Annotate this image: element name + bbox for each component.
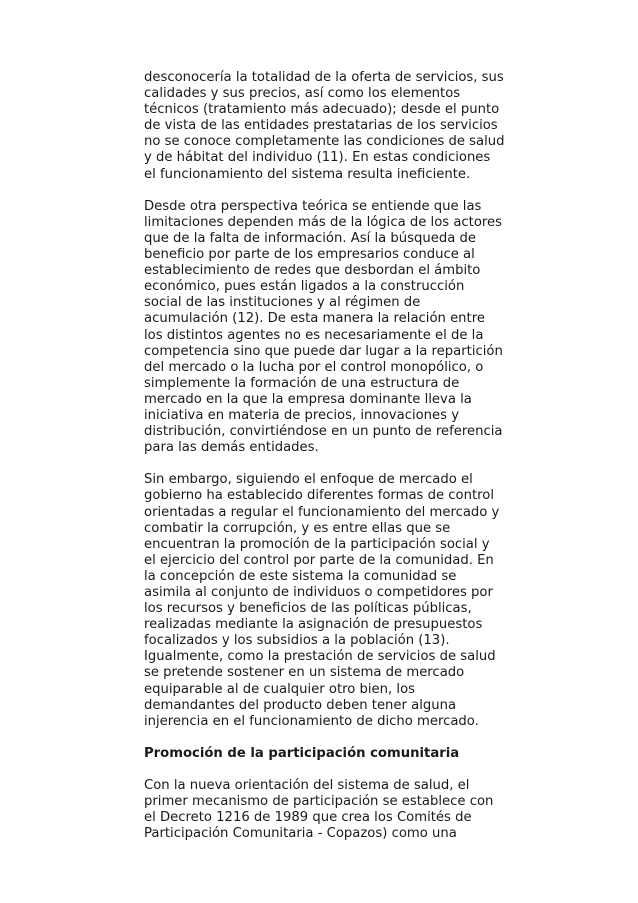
text-line: distribución, convirtiéndose en un punto de referencia <box>144 424 503 440</box>
text-line: simplemente la formación de una estructura de <box>144 375 460 391</box>
text-line: que de la falta de información. Así la búsqueda de <box>144 230 476 246</box>
text-line: el funcionamiento del sistema resulta ineficiente. <box>144 166 471 182</box>
text-line: primer mecanismo de participación se establece con <box>144 794 494 810</box>
text-line: realizadas mediante la asignación de presupuestos <box>144 617 483 633</box>
text-line: del mercado o la lucha por el control monopólico, o <box>144 359 484 375</box>
text-line: equiparable al de cualquier otro bien, los <box>144 681 416 697</box>
text-line: beneficio por parte de los empresarios conduce al <box>144 247 475 263</box>
text-line: no se conoce completamente las condiciones de salud <box>144 134 505 150</box>
text-line: los recursos y beneficios de las políticas públicas, <box>144 601 472 617</box>
text-line: asimila al conjunto de individuos o competidores por <box>144 585 493 600</box>
document-page <box>144 70 504 859</box>
text-line: mercado en la que la empresa dominante lleva la <box>144 391 472 407</box>
paragraph <box>144 472 504 730</box>
text-line: orientadas a regular el funcionamiento del mercado y <box>144 504 500 520</box>
section-heading: Promoción de la participación comunitaria <box>144 745 460 761</box>
text-line: la concepción de este sistema la comunidad se <box>144 568 457 584</box>
text-line: para las demás entidades. <box>144 440 319 456</box>
text-line: social de las instituciones y al régimen de <box>144 295 421 311</box>
text-line: desconocería la totalidad de la oferta de servicios, sus <box>144 70 504 85</box>
text-line: combatir la corrupción, y es entre ellas que se <box>144 520 451 536</box>
text-line: se pretende sostener en un sistema de mercado <box>144 665 465 681</box>
text-line: Con la nueva orientación del sistema de salud, el <box>144 778 470 794</box>
text-line: establecimiento de redes que desbordan el ámbito <box>144 263 481 279</box>
text-line: Sin embargo, siguiendo el enfoque de mercado el <box>144 472 473 488</box>
text-line: demandantes del producto deben tener alguna <box>144 697 457 713</box>
text-line: Igualmente, como la prestación de servicios de salud <box>144 649 496 665</box>
text-line: técnicos (tratamiento más adecuado); desde el punto <box>144 102 500 118</box>
text-line: Desde otra perspectiva teórica se entiende que las <box>144 198 482 214</box>
text-line: los distintos agentes no es necesariamente el de la <box>144 327 484 343</box>
text-line: competencia sino que puede dar lugar a la repartición <box>144 343 503 359</box>
paragraph <box>144 778 504 842</box>
text-line: de vista de las entidades prestatarias de los servicios <box>144 118 498 134</box>
paragraph <box>144 70 504 183</box>
text-line: el ejercicio del control por parte de la comunidad. En <box>144 552 494 568</box>
text-line: limitaciones dependen más de la lógica de los actores <box>144 214 503 230</box>
text-line: encuentran la promoción de la participación social y <box>144 536 490 552</box>
text-line: focalizados y los subsidios a la población (13). <box>144 633 450 649</box>
text-line: Participación Comunitaria - Copazos) como una <box>144 826 457 842</box>
text-line: económico, pues están ligados a la construcción <box>144 279 465 295</box>
text-line: el Decreto 1216 de 1989 que crea los Comités de <box>144 810 472 826</box>
text-line: calidades y sus precios, así como los elementos <box>144 86 461 102</box>
text-line: gobierno ha establecido diferentes formas de control <box>144 488 494 504</box>
text-line: iniciativa en materia de precios, innovaciones y <box>144 407 460 423</box>
text-line: y de hábitat del individuo (11). En estas condiciones <box>144 150 491 166</box>
text-line: acumulación (12). De esta manera la relación entre <box>144 311 485 327</box>
paragraph <box>144 199 504 457</box>
text-line: injerencia en el funcionamiento de dicho mercado. <box>144 713 479 729</box>
